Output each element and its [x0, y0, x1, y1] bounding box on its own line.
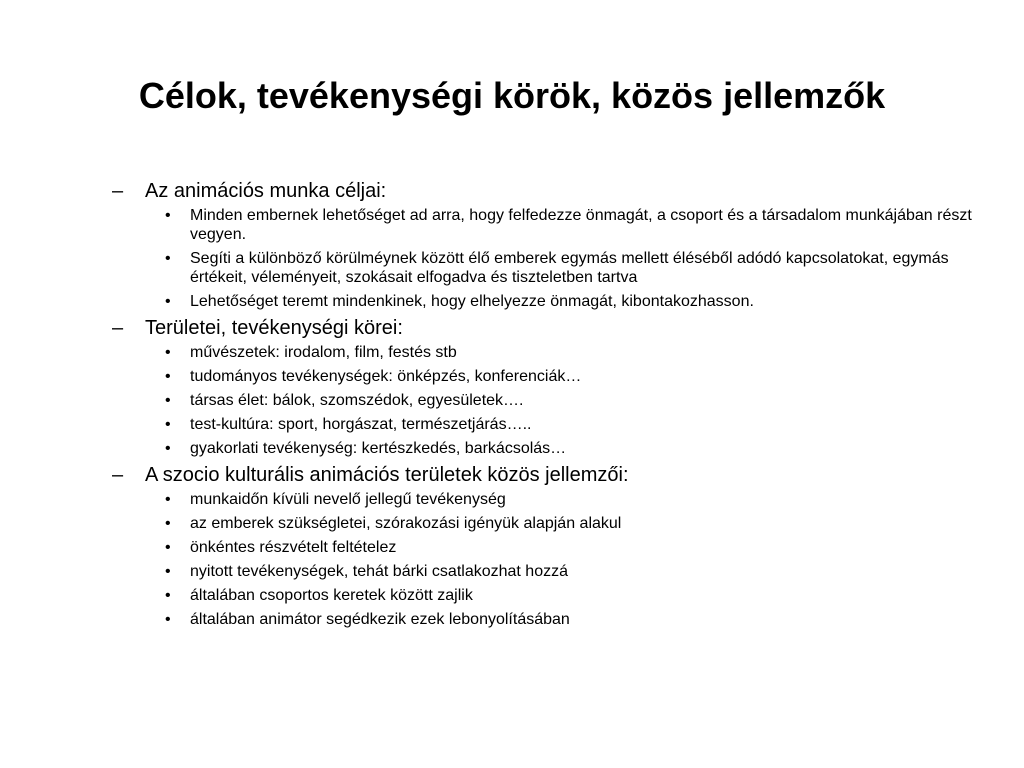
section-heading	[112, 179, 992, 203]
list-item-text: tudományos tevékenységek: önképzés, konferenciák…	[190, 368, 582, 385]
list-item-text: nyitott tevékenységek, tehát bárki csatlakozhat hozzá	[190, 563, 568, 580]
section-heading	[112, 463, 992, 487]
bullet-marker: •	[165, 250, 171, 267]
bullet-marker: •	[165, 293, 171, 310]
bullet-list	[112, 490, 992, 629]
dash-marker: –	[112, 180, 124, 202]
section-common-features	[112, 463, 992, 629]
slide-title: Célok, tevékenységi körök, közös jellemzők	[138, 75, 886, 116]
list-item	[165, 292, 992, 311]
bullet-marker: •	[165, 440, 171, 457]
bullet-marker: •	[165, 587, 171, 604]
list-item-text: Segíti a különböző körülméynek között élő emberek egymás mellett éléséből adódó kapcsolatokat, egymás értékeit, véleményeit, szokásait elfogadva és tiszteletben tartva	[190, 250, 949, 286]
bullet-marker: •	[165, 416, 171, 433]
bullet-marker: •	[165, 491, 171, 508]
list-item-text: általában csoportos keretek között zajlik	[190, 587, 473, 604]
bullet-marker: •	[165, 344, 171, 361]
list-item	[165, 415, 992, 434]
list-item-text: munkaidőn kívüli nevelő jellegű tevékenység	[190, 491, 506, 508]
section-heading	[112, 316, 992, 340]
list-item-text: gyakorlati tevékenység: kertészkedés, barkácsolás…	[190, 440, 567, 457]
bullet-marker: •	[165, 392, 171, 409]
list-item-text: Lehetőséget teremt mindenkinek, hogy elhelyezze önmagát, kibontakozhasson.	[190, 293, 754, 310]
list-item	[165, 586, 992, 605]
list-item-text: művészetek: irodalom, film, festés stb	[190, 344, 457, 361]
list-item	[165, 249, 992, 287]
list-item	[165, 367, 992, 386]
bullet-marker: •	[165, 611, 171, 628]
list-item	[165, 610, 992, 629]
section-goals	[112, 179, 992, 311]
bullet-list	[112, 206, 992, 311]
bullet-marker: •	[165, 539, 171, 556]
bullet-marker: •	[165, 207, 171, 224]
list-item	[165, 439, 992, 458]
list-item-text: az emberek szükségletei, szórakozási igényük alapján alakul	[190, 515, 622, 532]
list-item	[165, 538, 992, 557]
list-item-text: önkéntes részvételt feltételez	[190, 539, 397, 556]
section-heading-text: Az animációs munka céljai:	[145, 180, 387, 202]
section-heading-text: A szocio kulturális animációs területek közös jellemzői:	[145, 464, 629, 486]
dash-marker: –	[112, 464, 124, 486]
section-areas	[112, 316, 992, 458]
list-item	[165, 206, 992, 244]
list-item-text: Minden embernek lehetőséget ad arra, hogy felfedezze önmagát, a csoport és a társadalom munkájában részt vegyen.	[190, 207, 972, 243]
list-item	[165, 562, 992, 581]
bullet-marker: •	[165, 515, 171, 532]
bullet-marker: •	[165, 368, 171, 385]
list-item-text: társas élet: bálok, szomszédok, egyesületek….	[190, 392, 524, 409]
list-item	[165, 343, 992, 362]
list-item	[165, 490, 992, 509]
list-item-text: test-kultúra: sport, horgászat, természetjárás…..	[190, 416, 532, 433]
list-item-text: általában animátor segédkezik ezek lebonyolításában	[190, 611, 570, 628]
bullet-marker: •	[165, 563, 171, 580]
dash-marker: –	[112, 317, 124, 339]
slide-body	[112, 179, 992, 634]
section-heading-text: Területei, tevékenységi körei:	[145, 317, 403, 339]
list-item	[165, 514, 992, 533]
list-item	[165, 391, 992, 410]
bullet-list	[112, 343, 992, 458]
